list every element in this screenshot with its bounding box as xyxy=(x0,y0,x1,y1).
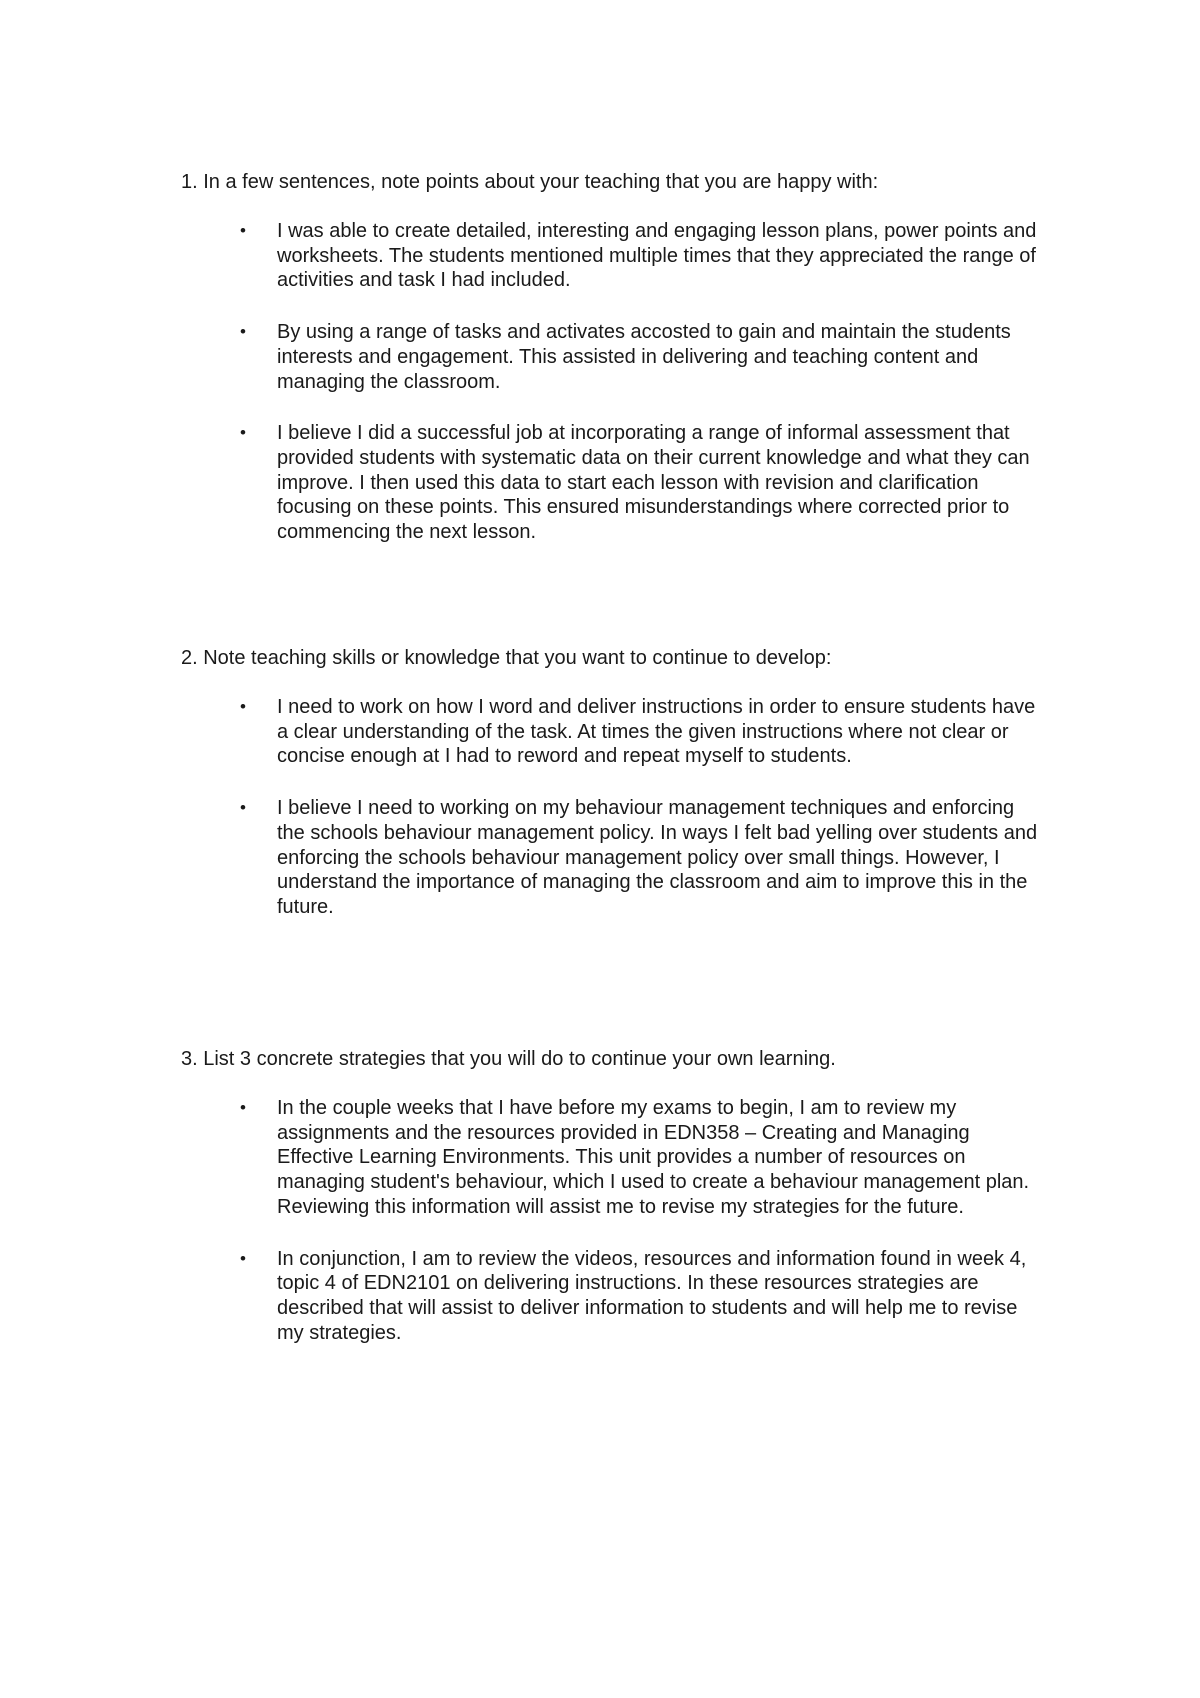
question-1: 1. In a few sentences, note points about your teaching that you are happy with: xyxy=(181,171,879,193)
list-item xyxy=(181,695,1041,769)
list-item-text: I believe I did a successful job at incorporating a range of informal assessment that provided students with systematic data on their current knowledge and what they can improve. I then used this data to start each lesson with revision and clarification focusing on these points. This ensured misunderstandings where corrected prior to commencing the next lesson. xyxy=(277,422,1030,544)
list-item xyxy=(181,796,1041,920)
bullet-icon: • xyxy=(240,1098,246,1117)
answer-list-2 xyxy=(181,695,1041,920)
bullet-icon: • xyxy=(240,221,246,240)
question-2: 2. Note teaching skills or knowledge that you want to continue to develop: xyxy=(181,647,832,669)
list-item xyxy=(181,421,1041,545)
list-item-text: In conjunction, I am to review the videos, resources and information found in week 4, topic 4 of EDN2101 on delivering instructions. In these resources strategies are described that will assist to deliver information to students and will help me to revise my strategies. xyxy=(277,1247,1027,1344)
list-item xyxy=(181,320,1041,394)
list-item-text: In the couple weeks that I have before my exams to begin, I am to review my assignments and the resources provided in EDN358 – Creating and Managing Effective Learning Environments. This unit provides a number of resources on managing student's behaviour, which I used to create a behaviour management plan. Reviewing this information will assist me to revise my strategies for the future. xyxy=(277,1097,1030,1218)
bullet-icon: • xyxy=(240,697,246,716)
section-learning-strategies xyxy=(181,1047,1041,1345)
section-happy-points xyxy=(181,170,1041,545)
list-item-text: I need to work on how I word and deliver instructions in order to ensure students have a clear understanding of the task. At times the given instructions where not clear or concise enough at I had to reword and repeat myself to students. xyxy=(277,696,1036,768)
answer-list-3 xyxy=(181,1096,1041,1345)
list-item xyxy=(181,219,1041,293)
bullet-icon: • xyxy=(240,322,246,342)
list-item-text: By using a range of tasks and activates accosted to gain and maintain the students interests and engagement. This assisted in delivering and teaching content and managing the classroom. xyxy=(277,321,1011,393)
list-item xyxy=(181,1247,1041,1346)
bullet-icon: • xyxy=(240,423,246,443)
list-item-text: I was able to create detailed, interesting and engaging lesson plans, power points and worksheets. The students mentioned multiple times that they appreciated the range of activities and task I had included. xyxy=(277,220,1037,292)
list-item-text: I believe I need to working on my behaviour management techniques and enforcing the schools behaviour management policy. In ways I felt bad yelling over students and enforcing the schools behaviour management policy over small things. However, I understand the importance of managing the classroom and aim to improve this in the future. xyxy=(277,797,1038,918)
section-skills-to-develop xyxy=(181,646,1041,920)
answer-list-1 xyxy=(181,219,1041,545)
bullet-icon: • xyxy=(240,798,246,818)
bullet-icon: • xyxy=(240,1248,246,1268)
list-item xyxy=(181,1096,1041,1220)
question-3: 3. List 3 concrete strategies that you will do to continue your own learning. xyxy=(181,1048,836,1070)
